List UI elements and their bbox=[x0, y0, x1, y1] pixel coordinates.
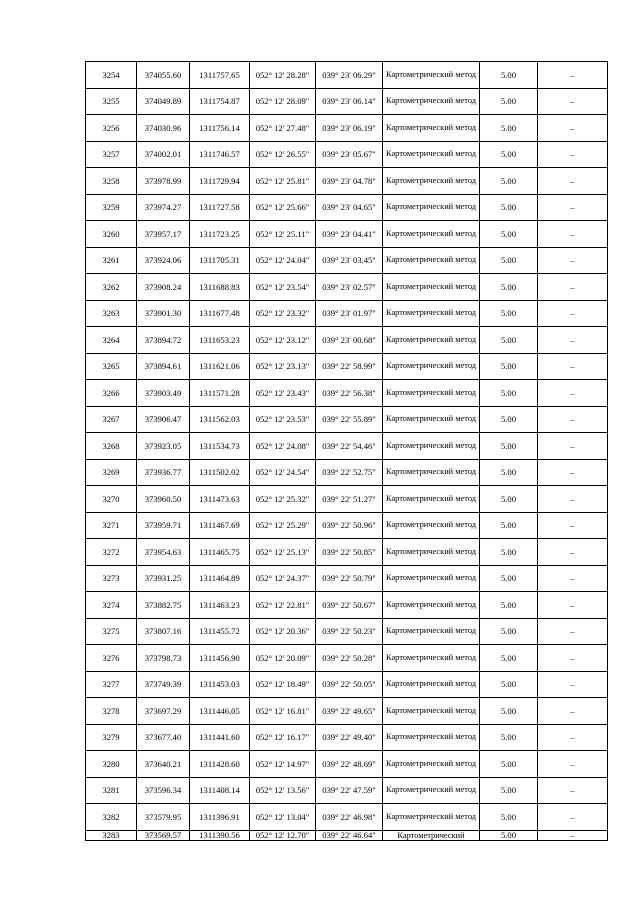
note-cell: – bbox=[538, 168, 608, 195]
latitude-cell: 052° 12' 12.70" bbox=[250, 830, 316, 840]
table-row bbox=[86, 221, 608, 248]
longitude-cell: 039° 22' 56.38" bbox=[316, 380, 383, 407]
x-coordinate-cell: 373677.40 bbox=[137, 724, 190, 751]
longitude-cell: 039° 23' 02.57" bbox=[316, 274, 383, 301]
method-cell: Картометрический метод bbox=[383, 141, 480, 168]
y-coordinate-cell: 1311502.02 bbox=[190, 459, 250, 486]
accuracy-cell: 5.00 bbox=[480, 486, 538, 513]
y-coordinate-cell: 1311534.73 bbox=[190, 433, 250, 460]
point-number-cell: 3273 bbox=[86, 565, 137, 592]
method-cell: Картометрический метод bbox=[383, 698, 480, 725]
note-cell: – bbox=[538, 88, 608, 115]
longitude-cell: 039° 22' 49.40" bbox=[316, 724, 383, 751]
longitude-cell: 039° 22' 55.89" bbox=[316, 406, 383, 433]
y-coordinate-cell: 1311464.89 bbox=[190, 565, 250, 592]
x-coordinate-cell: 374030.96 bbox=[137, 115, 190, 142]
point-number-cell: 3260 bbox=[86, 221, 137, 248]
latitude-cell: 052° 12' 25.66" bbox=[250, 194, 316, 221]
y-coordinate-cell: 1311390.56 bbox=[190, 830, 250, 840]
latitude-cell: 052° 12' 23.43" bbox=[250, 380, 316, 407]
table-row bbox=[86, 565, 608, 592]
latitude-cell: 052° 12' 27.48" bbox=[250, 115, 316, 142]
latitude-cell: 052° 12' 20.09" bbox=[250, 645, 316, 672]
x-coordinate-cell: 373924.06 bbox=[137, 247, 190, 274]
accuracy-cell: 5.00 bbox=[480, 247, 538, 274]
y-coordinate-cell: 1311727.58 bbox=[190, 194, 250, 221]
latitude-cell: 052° 12' 23.53" bbox=[250, 406, 316, 433]
method-cell: Картометрический метод bbox=[383, 274, 480, 301]
latitude-cell: 052° 12' 18.49" bbox=[250, 671, 316, 698]
latitude-cell: 052° 12' 20.36" bbox=[250, 618, 316, 645]
method-cell: Картометрический метод bbox=[383, 88, 480, 115]
x-coordinate-cell: 373569.57 bbox=[137, 830, 190, 840]
latitude-cell: 052° 12' 24.04" bbox=[250, 247, 316, 274]
longitude-cell: 039° 23' 00.68" bbox=[316, 327, 383, 354]
table-row bbox=[86, 618, 608, 645]
y-coordinate-cell: 1311456.90 bbox=[190, 645, 250, 672]
note-cell: – bbox=[538, 327, 608, 354]
note-cell: – bbox=[538, 459, 608, 486]
coordinates-table bbox=[85, 61, 608, 841]
y-coordinate-cell: 1311473.63 bbox=[190, 486, 250, 513]
note-cell: – bbox=[538, 751, 608, 778]
latitude-cell: 052° 12' 25.81" bbox=[250, 168, 316, 195]
latitude-cell: 052° 12' 23.32" bbox=[250, 300, 316, 327]
y-coordinate-cell: 1311723.25 bbox=[190, 221, 250, 248]
longitude-cell: 039° 22' 50.85" bbox=[316, 539, 383, 566]
y-coordinate-cell: 1311446.05 bbox=[190, 698, 250, 725]
x-coordinate-cell: 373579.95 bbox=[137, 804, 190, 831]
note-cell: – bbox=[538, 300, 608, 327]
point-number-cell: 3270 bbox=[86, 486, 137, 513]
table-row bbox=[86, 804, 608, 831]
note-cell: – bbox=[538, 433, 608, 460]
method-cell: Картометрический метод bbox=[383, 221, 480, 248]
point-number-cell: 3276 bbox=[86, 645, 137, 672]
accuracy-cell: 5.00 bbox=[480, 194, 538, 221]
longitude-cell: 039° 23' 05.67" bbox=[316, 141, 383, 168]
accuracy-cell: 5.00 bbox=[480, 804, 538, 831]
document-page bbox=[85, 61, 607, 841]
longitude-cell: 039° 22' 48.69" bbox=[316, 751, 383, 778]
x-coordinate-cell: 373959.71 bbox=[137, 512, 190, 539]
longitude-cell: 039° 22' 50.28" bbox=[316, 645, 383, 672]
table-row bbox=[86, 194, 608, 221]
note-cell: – bbox=[538, 565, 608, 592]
method-cell: Картометрический метод bbox=[383, 380, 480, 407]
accuracy-cell: 5.00 bbox=[480, 327, 538, 354]
y-coordinate-cell: 1311396.91 bbox=[190, 804, 250, 831]
accuracy-cell: 5.00 bbox=[480, 724, 538, 751]
point-number-cell: 3268 bbox=[86, 433, 137, 460]
note-cell: – bbox=[538, 221, 608, 248]
y-coordinate-cell: 1311562.03 bbox=[190, 406, 250, 433]
note-cell: – bbox=[538, 618, 608, 645]
method-cell: Картометрический метод bbox=[383, 618, 480, 645]
point-number-cell: 3269 bbox=[86, 459, 137, 486]
x-coordinate-cell: 373894.72 bbox=[137, 327, 190, 354]
point-number-cell: 3265 bbox=[86, 353, 137, 380]
method-cell: Картометрический метод bbox=[383, 724, 480, 751]
table-row bbox=[86, 698, 608, 725]
latitude-cell: 052° 12' 13.04" bbox=[250, 804, 316, 831]
point-number-cell: 3262 bbox=[86, 274, 137, 301]
accuracy-cell: 5.00 bbox=[480, 380, 538, 407]
latitude-cell: 052° 12' 16.17" bbox=[250, 724, 316, 751]
latitude-cell: 052° 12' 25.29" bbox=[250, 512, 316, 539]
table-row bbox=[86, 724, 608, 751]
point-number-cell: 3266 bbox=[86, 380, 137, 407]
method-cell: Картометрический метод bbox=[383, 62, 480, 89]
y-coordinate-cell: 1311453.03 bbox=[190, 671, 250, 698]
y-coordinate-cell: 1311621.06 bbox=[190, 353, 250, 380]
x-coordinate-cell: 373697.29 bbox=[137, 698, 190, 725]
point-number-cell: 3279 bbox=[86, 724, 137, 751]
accuracy-cell: 5.00 bbox=[480, 539, 538, 566]
longitude-cell: 039° 22' 58.99" bbox=[316, 353, 383, 380]
y-coordinate-cell: 1311463.23 bbox=[190, 592, 250, 619]
method-cell: Картометрический метод bbox=[383, 804, 480, 831]
point-number-cell: 3261 bbox=[86, 247, 137, 274]
longitude-cell: 039° 22' 50.23" bbox=[316, 618, 383, 645]
note-cell: – bbox=[538, 380, 608, 407]
method-cell: Картометрический метод bbox=[383, 194, 480, 221]
method-cell: Картометрический метод bbox=[383, 512, 480, 539]
point-number-cell: 3264 bbox=[86, 327, 137, 354]
y-coordinate-cell: 1311571.28 bbox=[190, 380, 250, 407]
accuracy-cell: 5.00 bbox=[480, 777, 538, 804]
accuracy-cell: 5.00 bbox=[480, 62, 538, 89]
y-coordinate-cell: 1311653.23 bbox=[190, 327, 250, 354]
note-cell: – bbox=[538, 512, 608, 539]
method-cell: Картометрический метод bbox=[383, 168, 480, 195]
note-cell: – bbox=[538, 671, 608, 698]
y-coordinate-cell: 1311754.87 bbox=[190, 88, 250, 115]
y-coordinate-cell: 1311756.14 bbox=[190, 115, 250, 142]
x-coordinate-cell: 373936.77 bbox=[137, 459, 190, 486]
y-coordinate-cell: 1311757.65 bbox=[190, 62, 250, 89]
x-coordinate-cell: 373931.25 bbox=[137, 565, 190, 592]
table-row bbox=[86, 115, 608, 142]
x-coordinate-cell: 373954.63 bbox=[137, 539, 190, 566]
x-coordinate-cell: 373957.17 bbox=[137, 221, 190, 248]
latitude-cell: 052° 12' 23.54" bbox=[250, 274, 316, 301]
point-number-cell: 3267 bbox=[86, 406, 137, 433]
table-row bbox=[86, 539, 608, 566]
note-cell: – bbox=[538, 194, 608, 221]
table-row bbox=[86, 300, 608, 327]
longitude-cell: 039° 23' 01.97" bbox=[316, 300, 383, 327]
point-number-cell: 3255 bbox=[86, 88, 137, 115]
accuracy-cell: 5.00 bbox=[480, 141, 538, 168]
longitude-cell: 039° 22' 52.75" bbox=[316, 459, 383, 486]
x-coordinate-cell: 373960.50 bbox=[137, 486, 190, 513]
accuracy-cell: 5.00 bbox=[480, 512, 538, 539]
method-cell: Картометрический метод bbox=[383, 115, 480, 142]
note-cell: – bbox=[538, 830, 608, 840]
note-cell: – bbox=[538, 698, 608, 725]
note-cell: – bbox=[538, 539, 608, 566]
latitude-cell: 052° 12' 24.54" bbox=[250, 459, 316, 486]
accuracy-cell: 5.00 bbox=[480, 592, 538, 619]
note-cell: – bbox=[538, 645, 608, 672]
longitude-cell: 039° 22' 50.96" bbox=[316, 512, 383, 539]
method-cell: Картометрический метод bbox=[383, 300, 480, 327]
method-cell: Картометрический метод bbox=[383, 777, 480, 804]
method-cell: Картометрический метод bbox=[383, 406, 480, 433]
latitude-cell: 052° 12' 28.09" bbox=[250, 88, 316, 115]
y-coordinate-cell: 1311705.31 bbox=[190, 247, 250, 274]
note-cell: – bbox=[538, 62, 608, 89]
point-number-cell: 3263 bbox=[86, 300, 137, 327]
point-number-cell: 3274 bbox=[86, 592, 137, 619]
note-cell: – bbox=[538, 274, 608, 301]
longitude-cell: 039° 22' 46.98" bbox=[316, 804, 383, 831]
longitude-cell: 039° 23' 06.29" bbox=[316, 62, 383, 89]
x-coordinate-cell: 373640.21 bbox=[137, 751, 190, 778]
method-cell: Картометрический bbox=[383, 830, 480, 840]
longitude-cell: 039° 23' 04.65" bbox=[316, 194, 383, 221]
longitude-cell: 039° 22' 50.67" bbox=[316, 592, 383, 619]
latitude-cell: 052° 12' 25.13" bbox=[250, 539, 316, 566]
x-coordinate-cell: 373596.34 bbox=[137, 777, 190, 804]
x-coordinate-cell: 373798.73 bbox=[137, 645, 190, 672]
longitude-cell: 039° 22' 54.46" bbox=[316, 433, 383, 460]
table-row bbox=[86, 777, 608, 804]
y-coordinate-cell: 1311441.60 bbox=[190, 724, 250, 751]
table-row bbox=[86, 671, 608, 698]
x-coordinate-cell: 373978.99 bbox=[137, 168, 190, 195]
table-row bbox=[86, 247, 608, 274]
note-cell: – bbox=[538, 353, 608, 380]
y-coordinate-cell: 1311746.57 bbox=[190, 141, 250, 168]
point-number-cell: 3283 bbox=[86, 830, 137, 840]
accuracy-cell: 5.00 bbox=[480, 88, 538, 115]
y-coordinate-cell: 1311428.60 bbox=[190, 751, 250, 778]
table-row bbox=[86, 406, 608, 433]
table-row bbox=[86, 645, 608, 672]
method-cell: Картометрический метод bbox=[383, 247, 480, 274]
x-coordinate-cell: 373906.47 bbox=[137, 406, 190, 433]
coordinates-table-body bbox=[86, 62, 608, 841]
method-cell: Картометрический метод bbox=[383, 751, 480, 778]
latitude-cell: 052° 12' 22.81" bbox=[250, 592, 316, 619]
table-row bbox=[86, 327, 608, 354]
accuracy-cell: 5.00 bbox=[480, 406, 538, 433]
point-number-cell: 3278 bbox=[86, 698, 137, 725]
latitude-cell: 052° 12' 24.08" bbox=[250, 433, 316, 460]
method-cell: Картометрический метод bbox=[383, 645, 480, 672]
point-number-cell: 3277 bbox=[86, 671, 137, 698]
accuracy-cell: 5.00 bbox=[480, 168, 538, 195]
note-cell: – bbox=[538, 141, 608, 168]
longitude-cell: 039° 23' 04.78" bbox=[316, 168, 383, 195]
latitude-cell: 052° 12' 25.32" bbox=[250, 486, 316, 513]
x-coordinate-cell: 374049.89 bbox=[137, 88, 190, 115]
point-number-cell: 3256 bbox=[86, 115, 137, 142]
latitude-cell: 052° 12' 16.81" bbox=[250, 698, 316, 725]
longitude-cell: 039° 22' 50.05" bbox=[316, 671, 383, 698]
x-coordinate-cell: 373908.24 bbox=[137, 274, 190, 301]
accuracy-cell: 5.00 bbox=[480, 353, 538, 380]
latitude-cell: 052° 12' 23.13" bbox=[250, 353, 316, 380]
x-coordinate-cell: 373882.75 bbox=[137, 592, 190, 619]
point-number-cell: 3259 bbox=[86, 194, 137, 221]
x-coordinate-cell: 374055.60 bbox=[137, 62, 190, 89]
method-cell: Картометрический метод bbox=[383, 327, 480, 354]
y-coordinate-cell: 1311408.14 bbox=[190, 777, 250, 804]
note-cell: – bbox=[538, 777, 608, 804]
point-number-cell: 3258 bbox=[86, 168, 137, 195]
note-cell: – bbox=[538, 115, 608, 142]
accuracy-cell: 5.00 bbox=[480, 751, 538, 778]
note-cell: – bbox=[538, 592, 608, 619]
note-cell: – bbox=[538, 724, 608, 751]
point-number-cell: 3271 bbox=[86, 512, 137, 539]
y-coordinate-cell: 1311467.69 bbox=[190, 512, 250, 539]
note-cell: – bbox=[538, 247, 608, 274]
method-cell: Картометрический метод bbox=[383, 565, 480, 592]
accuracy-cell: 5.00 bbox=[480, 459, 538, 486]
longitude-cell: 039° 23' 06.14" bbox=[316, 88, 383, 115]
table-row bbox=[86, 88, 608, 115]
latitude-cell: 052° 12' 24.37" bbox=[250, 565, 316, 592]
accuracy-cell: 5.00 bbox=[480, 698, 538, 725]
x-coordinate-cell: 373901.30 bbox=[137, 300, 190, 327]
longitude-cell: 039° 22' 50.79" bbox=[316, 565, 383, 592]
table-row bbox=[86, 751, 608, 778]
latitude-cell: 052° 12' 26.55" bbox=[250, 141, 316, 168]
point-number-cell: 3254 bbox=[86, 62, 137, 89]
x-coordinate-cell: 373807.16 bbox=[137, 618, 190, 645]
table-row bbox=[86, 830, 608, 840]
accuracy-cell: 5.00 bbox=[480, 565, 538, 592]
x-coordinate-cell: 374002.01 bbox=[137, 141, 190, 168]
accuracy-cell: 5.00 bbox=[480, 115, 538, 142]
method-cell: Картометрический метод bbox=[383, 353, 480, 380]
longitude-cell: 039° 22' 46.64" bbox=[316, 830, 383, 840]
longitude-cell: 039° 23' 04.41" bbox=[316, 221, 383, 248]
table-row bbox=[86, 486, 608, 513]
longitude-cell: 039° 22' 49.65" bbox=[316, 698, 383, 725]
method-cell: Картометрический метод bbox=[383, 539, 480, 566]
table-row bbox=[86, 353, 608, 380]
latitude-cell: 052° 12' 25.11" bbox=[250, 221, 316, 248]
accuracy-cell: 5.00 bbox=[480, 830, 538, 840]
table-row bbox=[86, 459, 608, 486]
y-coordinate-cell: 1311729.94 bbox=[190, 168, 250, 195]
table-row bbox=[86, 141, 608, 168]
point-number-cell: 3280 bbox=[86, 751, 137, 778]
x-coordinate-cell: 373749.39 bbox=[137, 671, 190, 698]
y-coordinate-cell: 1311688.83 bbox=[190, 274, 250, 301]
note-cell: – bbox=[538, 804, 608, 831]
point-number-cell: 3281 bbox=[86, 777, 137, 804]
latitude-cell: 052° 12' 14.97" bbox=[250, 751, 316, 778]
note-cell: – bbox=[538, 486, 608, 513]
latitude-cell: 052° 12' 23.12" bbox=[250, 327, 316, 354]
accuracy-cell: 5.00 bbox=[480, 618, 538, 645]
table-row bbox=[86, 274, 608, 301]
y-coordinate-cell: 1311455.72 bbox=[190, 618, 250, 645]
x-coordinate-cell: 373894.61 bbox=[137, 353, 190, 380]
latitude-cell: 052° 12' 28.28" bbox=[250, 62, 316, 89]
x-coordinate-cell: 373923.05 bbox=[137, 433, 190, 460]
table-row bbox=[86, 62, 608, 89]
accuracy-cell: 5.00 bbox=[480, 433, 538, 460]
table-row bbox=[86, 512, 608, 539]
accuracy-cell: 5.00 bbox=[480, 671, 538, 698]
method-cell: Картометрический метод bbox=[383, 433, 480, 460]
y-coordinate-cell: 1311465.75 bbox=[190, 539, 250, 566]
accuracy-cell: 5.00 bbox=[480, 300, 538, 327]
table-row bbox=[86, 433, 608, 460]
accuracy-cell: 5.00 bbox=[480, 645, 538, 672]
table-row bbox=[86, 592, 608, 619]
point-number-cell: 3275 bbox=[86, 618, 137, 645]
point-number-cell: 3272 bbox=[86, 539, 137, 566]
table-row bbox=[86, 168, 608, 195]
method-cell: Картометрический метод bbox=[383, 459, 480, 486]
accuracy-cell: 5.00 bbox=[480, 221, 538, 248]
longitude-cell: 039° 22' 51.27" bbox=[316, 486, 383, 513]
longitude-cell: 039° 23' 03.45" bbox=[316, 247, 383, 274]
point-number-cell: 3257 bbox=[86, 141, 137, 168]
table-row bbox=[86, 380, 608, 407]
method-cell: Картометрический метод bbox=[383, 671, 480, 698]
longitude-cell: 039° 23' 06.19" bbox=[316, 115, 383, 142]
x-coordinate-cell: 373903.49 bbox=[137, 380, 190, 407]
note-cell: – bbox=[538, 406, 608, 433]
longitude-cell: 039° 22' 47.59" bbox=[316, 777, 383, 804]
point-number-cell: 3282 bbox=[86, 804, 137, 831]
accuracy-cell: 5.00 bbox=[480, 274, 538, 301]
latitude-cell: 052° 12' 13.56" bbox=[250, 777, 316, 804]
method-cell: Картометрический метод bbox=[383, 486, 480, 513]
method-cell: Картометрический метод bbox=[383, 592, 480, 619]
y-coordinate-cell: 1311677.48 bbox=[190, 300, 250, 327]
x-coordinate-cell: 373974.27 bbox=[137, 194, 190, 221]
